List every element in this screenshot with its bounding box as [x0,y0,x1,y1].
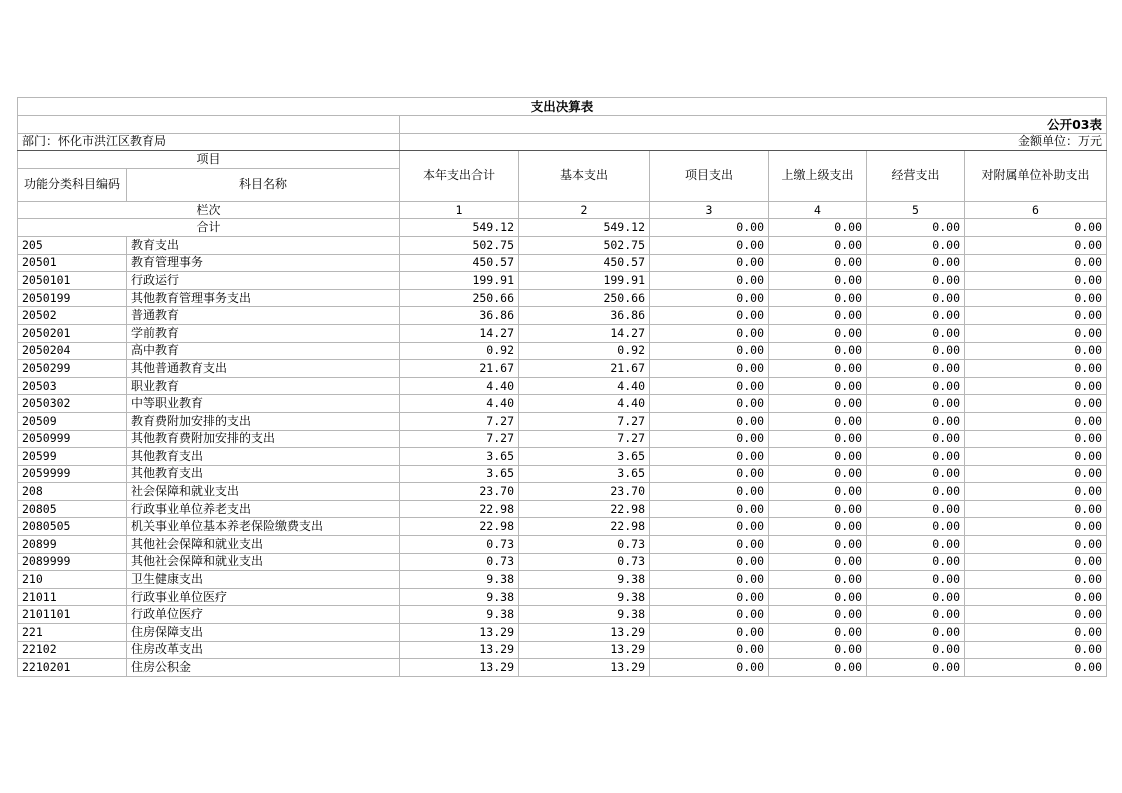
amount-cell: 0.00 [769,412,867,430]
amount-cell: 0.00 [965,307,1107,325]
table-row [18,395,1107,413]
amount-cell: 36.86 [519,307,650,325]
unit-label: 金额单位：万元 [400,133,1107,151]
subject-name: 其他社会保障和就业支出 [127,536,400,554]
amount-cell: 0.00 [867,518,965,536]
amount-cell: 250.66 [519,289,650,307]
amount-cell: 0.00 [769,254,867,272]
subject-name: 其他普通教育支出 [127,360,400,378]
amount-cell: 0.00 [965,342,1107,360]
amount-cell: 0.00 [650,236,769,254]
amount-cell: 0.00 [769,465,867,483]
subject-code: 21011 [18,588,127,606]
table-row [18,307,1107,325]
amount-cell: 0.00 [769,536,867,554]
amount-cell: 0.00 [650,659,769,677]
table-row [18,342,1107,360]
amount-cell: 0.00 [867,272,965,290]
amount-cell: 0.00 [965,360,1107,378]
table-row [18,377,1107,395]
subject-name: 教育管理事务 [127,254,400,272]
amount-cell: 0.00 [650,641,769,659]
amount-cell: 0.00 [965,430,1107,448]
amount-cell: 0.00 [769,236,867,254]
amount-cell: 0.00 [965,500,1107,518]
amount-cell: 0.00 [867,412,965,430]
amount-cell: 0.00 [965,236,1107,254]
amount-cell: 23.70 [519,483,650,501]
subject-code: 208 [18,483,127,501]
table-row [18,483,1107,501]
amount-cell: 0.00 [965,377,1107,395]
amount-cell: 0.00 [965,571,1107,589]
amount-cell: 0.00 [769,553,867,571]
amount-cell: 0.00 [965,465,1107,483]
table-row [18,412,1107,430]
subject-name: 行政事业单位养老支出 [127,500,400,518]
amount-cell: 0.73 [519,553,650,571]
subject-code: 205 [18,236,127,254]
amount-cell: 7.27 [400,412,519,430]
amount-cell: 0.00 [650,412,769,430]
amount-cell: 0.00 [650,307,769,325]
amount-cell: 0.00 [965,624,1107,642]
subject-name: 机关事业单位基本养老保险缴费支出 [127,518,400,536]
amount-cell: 0.00 [867,307,965,325]
subject-name: 住房改革支出 [127,641,400,659]
amount-cell: 0.00 [867,342,965,360]
total-row [18,219,1107,237]
subject-name: 住房公积金 [127,659,400,677]
subject-code: 20501 [18,254,127,272]
table-row [18,360,1107,378]
subject-name: 学前教育 [127,324,400,342]
amount-cell: 0.00 [867,553,965,571]
amount-cell: 7.27 [519,430,650,448]
amount-cell: 0.00 [867,289,965,307]
amount-cell: 13.29 [400,659,519,677]
subject-code: 2210201 [18,659,127,677]
amount-cell: 0.00 [650,324,769,342]
amount-cell: 0.00 [769,377,867,395]
column-number: 6 [965,201,1107,219]
subject-code: 2101101 [18,606,127,624]
total-cell: 0.00 [769,219,867,237]
amount-cell: 3.65 [400,465,519,483]
table-row [18,430,1107,448]
total-cell: 549.12 [519,219,650,237]
total-cell: 0.00 [965,219,1107,237]
subject-name: 其他教育支出 [127,448,400,466]
amount-cell: 0.00 [769,360,867,378]
table-tag: 公开03表 [400,116,1107,134]
amount-cell: 0.00 [867,324,965,342]
table-row [18,324,1107,342]
amount-cell: 0.00 [867,606,965,624]
amount-cell: 0.00 [769,588,867,606]
header-total: 本年支出合计 [400,151,519,202]
amount-cell: 14.27 [519,324,650,342]
subject-name: 其他教育费附加安排的支出 [127,430,400,448]
amount-cell: 0.00 [769,641,867,659]
column-number: 1 [400,201,519,219]
column-number: 3 [650,201,769,219]
amount-cell: 0.00 [965,588,1107,606]
table-row [18,254,1107,272]
subject-code: 20509 [18,412,127,430]
header-upper: 上缴上级支出 [769,151,867,202]
amount-cell: 0.00 [769,430,867,448]
amount-cell: 0.00 [650,377,769,395]
amount-cell: 0.00 [965,272,1107,290]
subject-name: 住房保障支出 [127,624,400,642]
amount-cell: 13.29 [400,624,519,642]
subject-code: 2080505 [18,518,127,536]
subject-code: 2089999 [18,553,127,571]
amount-cell: 199.91 [519,272,650,290]
table-row [18,272,1107,290]
subject-name: 高中教育 [127,342,400,360]
subject-code: 2050999 [18,430,127,448]
amount-cell: 450.57 [519,254,650,272]
amount-cell: 0.00 [769,571,867,589]
amount-cell: 0.00 [650,536,769,554]
amount-cell: 0.00 [867,659,965,677]
amount-cell: 0.00 [867,236,965,254]
subject-code: 2050201 [18,324,127,342]
subject-name: 卫生健康支出 [127,571,400,589]
table-row [18,518,1107,536]
department-label: 部门：怀化市洪江区教育局 [18,133,400,151]
amount-cell: 0.92 [519,342,650,360]
amount-cell: 0.00 [867,254,965,272]
amount-cell: 0.00 [867,360,965,378]
amount-cell: 23.70 [400,483,519,501]
subject-name: 其他教育支出 [127,465,400,483]
subject-code: 22102 [18,641,127,659]
amount-cell: 0.00 [650,272,769,290]
amount-cell: 0.00 [769,307,867,325]
amount-cell: 250.66 [400,289,519,307]
amount-cell: 0.00 [650,500,769,518]
amount-cell: 0.00 [965,254,1107,272]
table-row [18,606,1107,624]
amount-cell: 0.00 [965,606,1107,624]
subject-name: 其他社会保障和就业支出 [127,553,400,571]
subject-name: 职业教育 [127,377,400,395]
subject-name: 教育支出 [127,236,400,254]
amount-cell: 0.00 [769,500,867,518]
table-row [18,465,1107,483]
subject-code: 20899 [18,536,127,554]
amount-cell: 4.40 [400,395,519,413]
subject-code: 2050199 [18,289,127,307]
amount-cell: 22.98 [519,518,650,536]
amount-cell: 0.00 [650,483,769,501]
amount-cell: 13.29 [519,641,650,659]
table-row [18,500,1107,518]
amount-cell: 0.00 [650,254,769,272]
subject-code: 221 [18,624,127,642]
amount-cell: 0.00 [867,483,965,501]
table-row [18,289,1107,307]
amount-cell: 0.00 [965,412,1107,430]
amount-cell: 0.00 [650,360,769,378]
header-code: 功能分类科目编码 [18,168,127,201]
table-row [18,588,1107,606]
amount-cell: 0.00 [650,606,769,624]
amount-cell: 502.75 [519,236,650,254]
table-row [18,536,1107,554]
amount-cell: 0.00 [650,624,769,642]
amount-cell: 0.00 [965,641,1107,659]
table-row [18,571,1107,589]
amount-cell: 502.75 [400,236,519,254]
amount-cell: 4.40 [519,377,650,395]
amount-cell: 0.00 [769,395,867,413]
amount-cell: 0.00 [769,342,867,360]
amount-cell: 0.00 [867,624,965,642]
amount-cell: 3.65 [519,465,650,483]
subject-name: 教育费附加安排的支出 [127,412,400,430]
amount-cell: 0.00 [769,324,867,342]
amount-cell: 0.00 [769,624,867,642]
amount-cell: 0.00 [867,536,965,554]
amount-cell: 7.27 [400,430,519,448]
amount-cell: 21.67 [519,360,650,378]
amount-cell: 0.00 [965,448,1107,466]
amount-cell: 0.73 [400,536,519,554]
subject-code: 20502 [18,307,127,325]
expenditure-table [17,97,1107,677]
amount-cell: 9.38 [519,606,650,624]
amount-cell: 0.00 [965,553,1107,571]
subject-code: 2050101 [18,272,127,290]
amount-cell: 0.73 [400,553,519,571]
total-label: 合计 [18,219,400,237]
amount-cell: 4.40 [519,395,650,413]
amount-cell: 9.38 [400,606,519,624]
amount-cell: 9.38 [400,588,519,606]
amount-cell: 14.27 [400,324,519,342]
amount-cell: 13.29 [400,641,519,659]
amount-cell: 7.27 [519,412,650,430]
amount-cell: 0.00 [965,483,1107,501]
column-number: 4 [769,201,867,219]
column-label: 栏次 [18,201,400,219]
table-row [18,624,1107,642]
amount-cell: 0.73 [519,536,650,554]
subject-name: 普通教育 [127,307,400,325]
amount-cell: 13.29 [519,659,650,677]
subject-name: 行政单位医疗 [127,606,400,624]
amount-cell: 0.00 [965,324,1107,342]
amount-cell: 0.00 [867,465,965,483]
amount-cell: 22.98 [400,518,519,536]
amount-cell: 0.00 [650,571,769,589]
table-row [18,641,1107,659]
subject-code: 2050299 [18,360,127,378]
amount-cell: 0.00 [867,588,965,606]
subject-code: 2050204 [18,342,127,360]
total-cell: 549.12 [400,219,519,237]
amount-cell: 0.00 [867,500,965,518]
subject-code: 20805 [18,500,127,518]
amount-cell: 3.65 [400,448,519,466]
amount-cell: 0.00 [769,448,867,466]
amount-cell: 199.91 [400,272,519,290]
amount-cell: 0.00 [650,588,769,606]
amount-cell: 0.00 [769,659,867,677]
amount-cell: 9.38 [400,571,519,589]
amount-cell: 0.00 [965,536,1107,554]
header-basic: 基本支出 [519,151,650,202]
subject-name: 行政事业单位医疗 [127,588,400,606]
amount-cell: 0.00 [650,395,769,413]
subject-name: 中等职业教育 [127,395,400,413]
header-item: 项目 [18,151,400,169]
table-row [18,236,1107,254]
amount-cell: 0.00 [650,448,769,466]
subject-code: 2050302 [18,395,127,413]
amount-cell: 0.00 [650,553,769,571]
header-project: 项目支出 [650,151,769,202]
table-row [18,448,1107,466]
amount-cell: 22.98 [400,500,519,518]
amount-cell: 9.38 [519,588,650,606]
total-cell: 0.00 [867,219,965,237]
table-row [18,659,1107,677]
table-title: 支出决算表 [18,98,1107,116]
amount-cell: 0.00 [867,377,965,395]
amount-cell: 13.29 [519,624,650,642]
amount-cell: 3.65 [519,448,650,466]
total-cell: 0.00 [650,219,769,237]
amount-cell: 0.00 [769,483,867,501]
amount-cell: 0.00 [965,659,1107,677]
header-business: 经营支出 [867,151,965,202]
subject-code: 20503 [18,377,127,395]
amount-cell: 0.00 [650,465,769,483]
subject-code: 210 [18,571,127,589]
subject-name: 行政运行 [127,272,400,290]
column-number: 2 [519,201,650,219]
amount-cell: 0.00 [769,606,867,624]
amount-cell: 0.00 [867,395,965,413]
amount-cell: 0.00 [769,289,867,307]
subject-code: 2059999 [18,465,127,483]
amount-cell: 0.00 [650,342,769,360]
amount-cell: 0.00 [965,395,1107,413]
amount-cell: 0.92 [400,342,519,360]
amount-cell: 0.00 [650,289,769,307]
subject-name: 社会保障和就业支出 [127,483,400,501]
amount-cell: 0.00 [965,518,1107,536]
amount-cell: 0.00 [867,641,965,659]
header-subsidy: 对附属单位补助支出 [965,151,1107,202]
blank-cell [18,116,400,134]
amount-cell: 0.00 [965,289,1107,307]
column-number: 5 [867,201,965,219]
amount-cell: 0.00 [769,272,867,290]
amount-cell: 4.40 [400,377,519,395]
amount-cell: 0.00 [769,518,867,536]
subject-code: 20599 [18,448,127,466]
amount-cell: 9.38 [519,571,650,589]
amount-cell: 21.67 [400,360,519,378]
amount-cell: 36.86 [400,307,519,325]
amount-cell: 0.00 [867,448,965,466]
amount-cell: 0.00 [650,518,769,536]
amount-cell: 450.57 [400,254,519,272]
header-name: 科目名称 [127,168,400,201]
subject-name: 其他教育管理事务支出 [127,289,400,307]
amount-cell: 22.98 [519,500,650,518]
amount-cell: 0.00 [867,430,965,448]
table-row [18,553,1107,571]
amount-cell: 0.00 [867,571,965,589]
amount-cell: 0.00 [650,430,769,448]
